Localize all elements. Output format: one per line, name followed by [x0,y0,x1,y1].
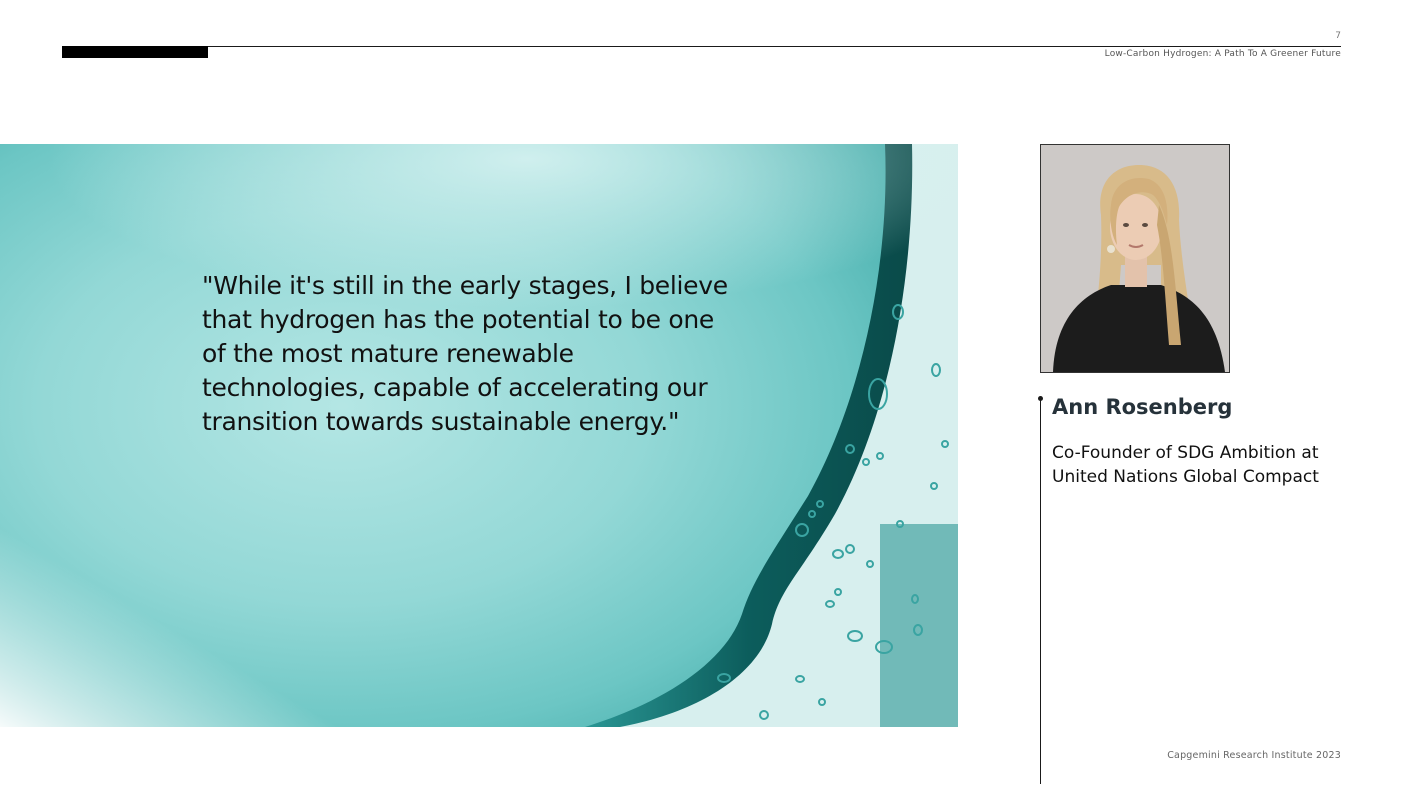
quote-text: "While it's still in the early stages, I believe that hydrogen has the potential to be one of the most mature renewable technologies, capable of accelerating our transition towards sustainable energy." [202,271,728,436]
footer-source: Capgemini Research Institute 2023 [1167,750,1341,761]
timeline-line [1040,398,1041,784]
header-accent-bar [62,46,208,58]
person-portrait [1040,144,1230,373]
timeline-dot [1038,396,1043,401]
report-title: Low-Carbon Hydrogen: A Path To A Greener Future [1104,49,1341,59]
portrait-image [1041,145,1229,372]
person-name: Ann Rosenberg [1052,395,1233,419]
quote-background-image [0,144,958,727]
person-role: Co-Founder of SDG Ambition at United Nations Global Compact [1052,443,1319,487]
page-number: 7 [1335,31,1341,41]
header-rule [62,46,1341,47]
